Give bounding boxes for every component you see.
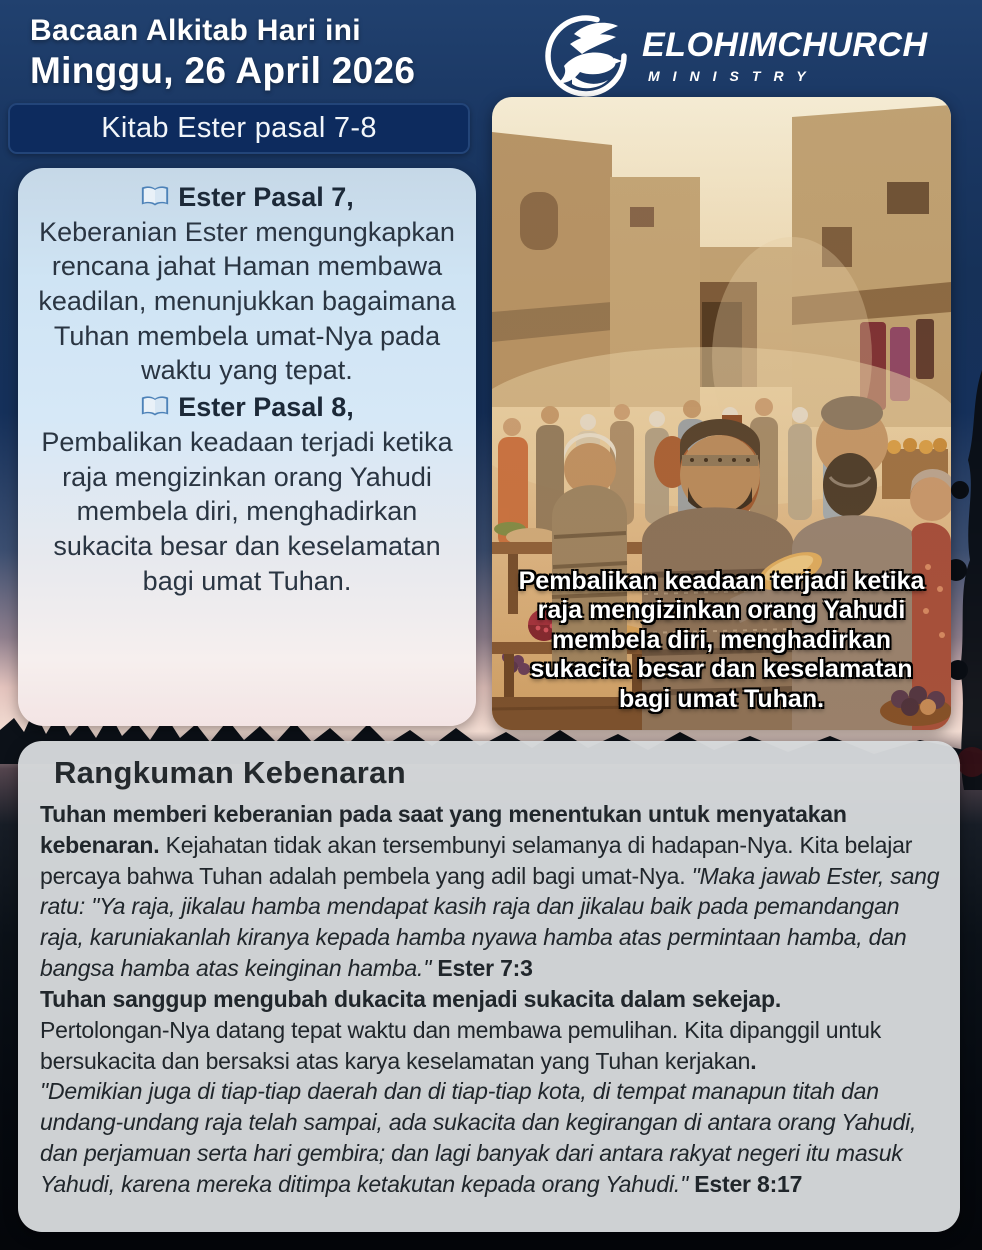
chapter-7-heading-label: Ester Pasal 7, — [178, 182, 354, 212]
logo-name: ELOHIMCHURCH — [642, 26, 928, 64]
chapter-block-7 — [32, 180, 462, 388]
summary-body — [40, 799, 940, 1200]
summary-text-segment: Ester 7:3 — [437, 955, 533, 982]
marketplace-photo — [492, 97, 951, 730]
ministry-logo — [540, 6, 928, 102]
page-title — [30, 14, 415, 92]
open-book-icon — [140, 184, 170, 210]
summary-text-segment: Kejahatan tidak akan tersembunyi selamanya di hadapan-Nya. Kita belajar percaya bahwa Tuhan adalah pembela yang adil bagi umat-Nya. — [40, 831, 913, 889]
summary-text-segment: "Demikian juga di tiap-tiap daerah dan di tiap-tiap kota, di tempat manapun titah dan undang-undang raja telah sampai, ada sukacita dan kegirangan di antara orang Yahudi, dan perjamuan serta hari gembira; dan lagi banyak dari antara rakyat negeri itu masuk Yahudi, karena mereka ditimpa ketakutan kepada orang Yahudi." — [40, 1078, 917, 1197]
tree-branch-silhouette — [946, 370, 982, 790]
chapter-8-summary: Pembalikan keadaan terjadi ketika raja mengizinkan orang Yahudi membela diri, menghadirkan sukacita besar dan keselamatan bagi umat Tuhan. — [41, 426, 453, 596]
summary-title: Rangkuman Kebenaran — [54, 755, 406, 790]
summary-text-segment: Tuhan memberi keberanian pada saat yang menentukan untuk menyatakan kebenaran. — [40, 801, 847, 858]
summary-text-segment: Pertolongan-Nya datang tepat waktu dan membawa pemulihan. Kita dipanggil untuk bersukacita dan bersaksi atas karya keselamatan yang Tuhan kerjakan — [40, 1016, 882, 1074]
summary-panel — [18, 741, 960, 1232]
chapter-block-8 — [32, 390, 462, 598]
page-title-line1: Bacaan Alkitab Hari ini — [30, 14, 361, 47]
reading-banner — [8, 103, 470, 154]
dove-crescent-icon — [540, 6, 632, 102]
reading-banner-label: Kitab Ester pasal 7-8 — [101, 112, 377, 144]
logo-subtitle: MINISTRY — [648, 68, 819, 84]
logo-text — [642, 26, 928, 84]
summary-text-segment: "Maka jawab Ester, sang ratu: "Ya raja, jikalau hamba mendapat kasih raja dan jikalau baik pada pemandangan raja, karuniakanlah kiranya kepada hamba nyawa hamba atas permintaan hamba, dan bangsa hamba atas keinginan hamba." — [40, 862, 940, 982]
summary-text-segment: . — [750, 1047, 757, 1074]
open-book-icon — [140, 394, 170, 420]
chapter-7-summary: Keberanian Ester mengungkapkan rencana jahat Haman membawa keadilan, menunjukkan bagaimana Tuhan membela umat-Nya pada waktu yang tepat. — [38, 216, 456, 386]
chapter-8-heading — [32, 390, 462, 425]
chapter-summary-panel — [18, 168, 476, 726]
chapter-7-heading — [32, 180, 462, 215]
summary-text-segment: Tuhan sanggup mengubah dukacita menjadi sukacita dalam sekejap. — [40, 985, 782, 1012]
chapter-8-heading-label: Ester Pasal 8, — [178, 392, 354, 423]
summary-text-segment: Ester 8:17 — [694, 1170, 803, 1197]
page-title-date: Minggu, 26 April 2026 — [30, 50, 416, 91]
photo-caption: Pembalikan keadaan terjadi ketika raja mengizinkan orang Yahudi membela diri, menghadirkan sukacita besar dan keselamatan bagi umat Tuhan. — [518, 566, 925, 713]
